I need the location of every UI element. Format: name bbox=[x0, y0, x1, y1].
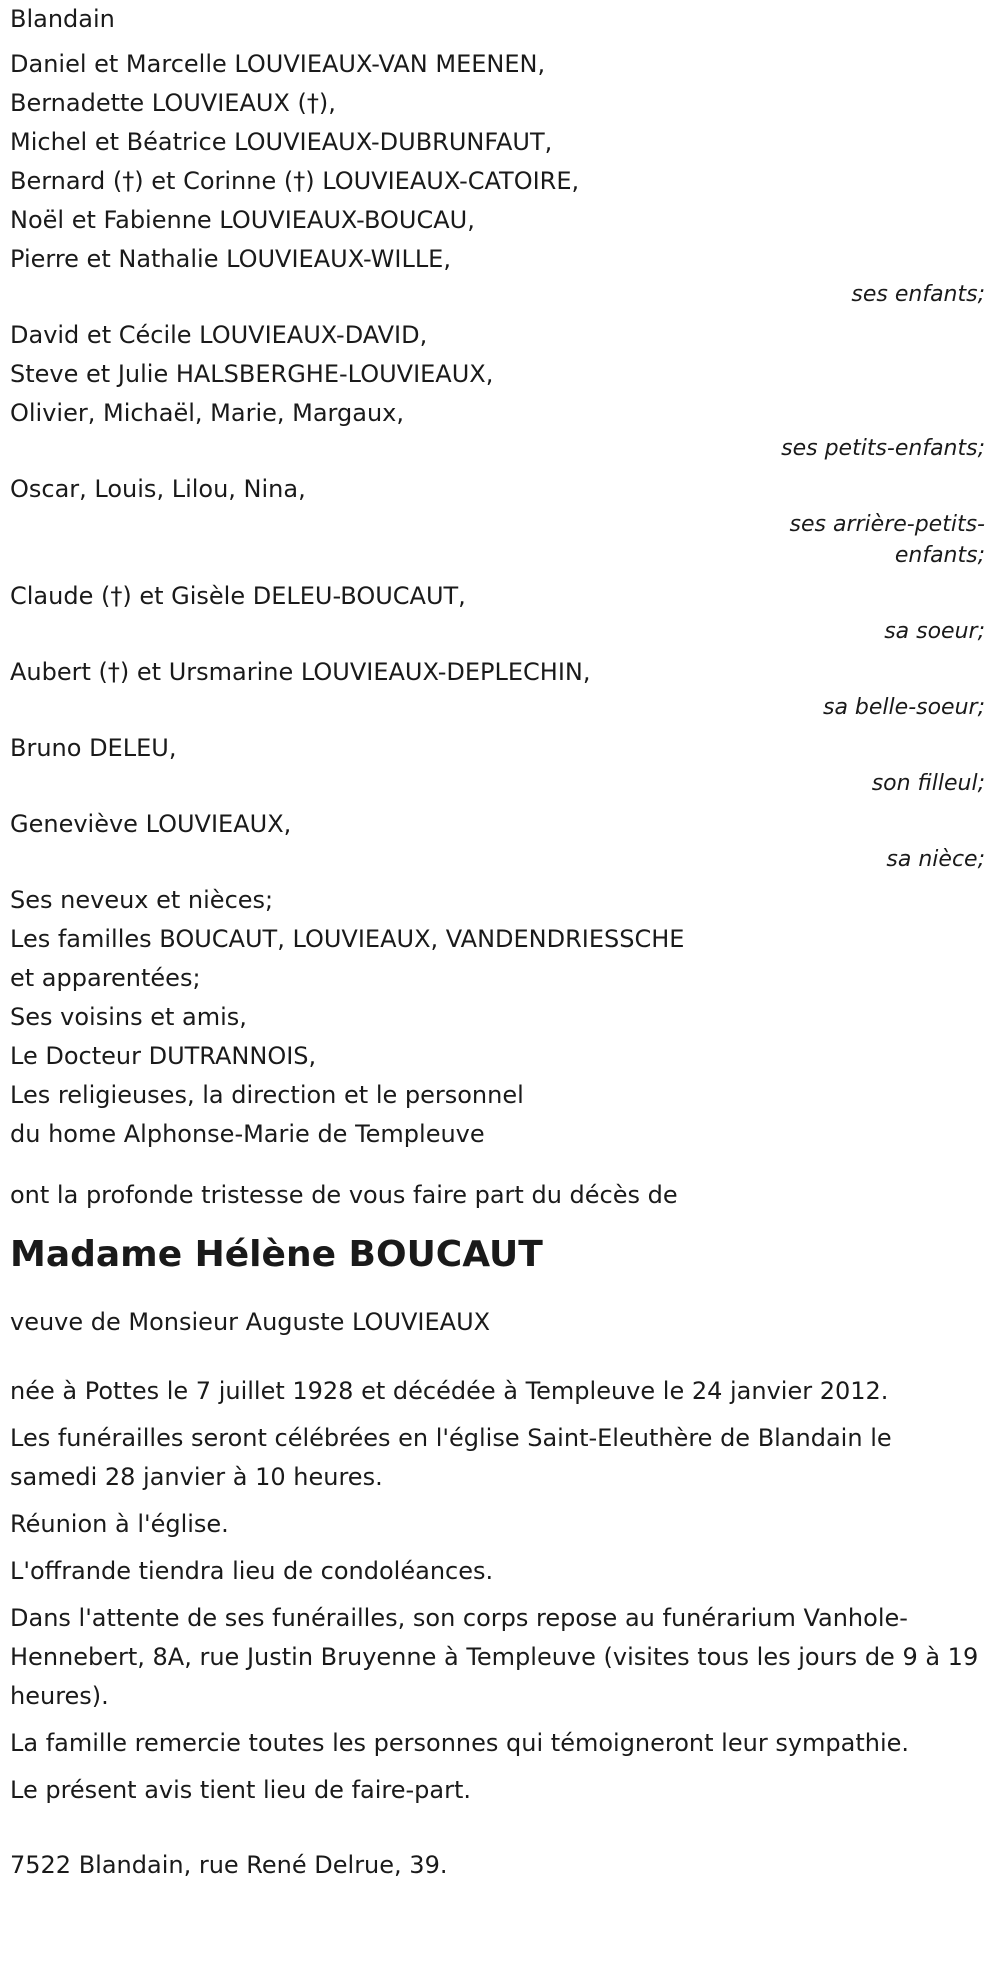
others-line: Ses neveux et nièces; bbox=[10, 886, 274, 914]
great-grandchildren-group bbox=[10, 470, 985, 571]
relation-label: ses petits-enfants; bbox=[781, 436, 985, 461]
family-name-line: Olivier, Michaël, Marie, Margaux, bbox=[10, 399, 404, 427]
sister-in-law-group bbox=[10, 653, 985, 723]
family-name-line: Steve et Julie HALSBERGHE-LOUVIEAUX, bbox=[10, 360, 494, 388]
others-line: du home Alphonse-Marie de Templeuve bbox=[10, 1120, 485, 1148]
detail-paragraph: Réunion à l'église. bbox=[10, 1510, 229, 1538]
relation-label: ses arrière-petits- bbox=[789, 512, 985, 537]
others-line: et apparentées; bbox=[10, 964, 201, 992]
family-name-line: Bernard (†) et Corinne (†) LOUVIEAUX-CATOIRE, bbox=[10, 167, 580, 195]
widow-of-text: veuve de Monsieur Auguste LOUVIEAUX bbox=[10, 1308, 491, 1336]
family-name-line: Daniel et Marcelle LOUVIEAUX-VAN MEENEN, bbox=[10, 50, 546, 78]
announcement-text: ont la profonde tristesse de vous faire part du décès de bbox=[10, 1181, 678, 1209]
relation-label: son filleul; bbox=[871, 771, 985, 796]
family-name-line: Bernadette LOUVIEAUX (†), bbox=[10, 89, 336, 117]
relation-label: sa nièce; bbox=[886, 847, 985, 872]
relation-label: ses enfants; bbox=[851, 282, 985, 307]
others-line: Les religieuses, la direction et le personnel bbox=[10, 1081, 524, 1109]
family-name-line: David et Cécile LOUVIEAUX-DAVID, bbox=[10, 321, 428, 349]
grandchildren-group bbox=[10, 316, 985, 464]
place-heading: Blandain bbox=[10, 5, 115, 33]
family-address: 7522 Blandain, rue René Delrue, 39. bbox=[10, 1851, 448, 1879]
family-name-line: Pierre et Nathalie LOUVIEAUX-WILLE, bbox=[10, 245, 451, 273]
relation-label: sa soeur; bbox=[884, 619, 985, 644]
niece-group bbox=[10, 805, 985, 875]
children-group bbox=[10, 45, 985, 310]
relation-label: enfants; bbox=[894, 543, 985, 568]
detail-paragraph: Le présent avis tient lieu de faire-part. bbox=[10, 1776, 472, 1804]
others-line: Ses voisins et amis, bbox=[10, 1003, 247, 1031]
relation-label: sa belle-soeur; bbox=[823, 695, 985, 720]
obituary-notice bbox=[10, 0, 985, 1885]
detail-paragraph: Dans l'attente de ses funérailles, son corps repose au funérarium Vanhole-Hennebert, 8A, rue Justin Bruyenne à Templeuve (visites tous les jours de 9 à 19 heures). bbox=[10, 1604, 979, 1710]
family-name-line: Oscar, Louis, Lilou, Nina, bbox=[10, 475, 306, 503]
detail-paragraph: L'offrande tiendra lieu de condoléances. bbox=[10, 1557, 494, 1585]
family-name-line: Claude (†) et Gisèle DELEU-BOUCAUT, bbox=[10, 582, 466, 610]
deceased-name: Madame Hélène BOUCAUT bbox=[10, 1234, 543, 1275]
family-name-line: Michel et Béatrice LOUVIEAUX-DUBRUNFAUT, bbox=[10, 128, 553, 156]
detail-paragraph: La famille remercie toutes les personnes qui témoigneront leur sympathie. bbox=[10, 1729, 910, 1757]
family-name-line: Noël et Fabienne LOUVIEAUX-BOUCAU, bbox=[10, 206, 475, 234]
godson-group bbox=[10, 729, 985, 799]
family-name-line: Aubert (†) et Ursmarine LOUVIEAUX-DEPLECHIN, bbox=[10, 658, 591, 686]
others-line: Les familles BOUCAUT, LOUVIEAUX, VANDENDRIESSCHE bbox=[10, 925, 685, 953]
detail-paragraph: Les funérailles seront célébrées en l'église Saint-Eleuthère de Blandain le samedi 28 janvier à 10 heures. bbox=[10, 1424, 892, 1491]
detail-paragraph: née à Pottes le 7 juillet 1928 et décédée à Templeuve le 24 janvier 2012. bbox=[10, 1377, 889, 1405]
family-name-line: Bruno DELEU, bbox=[10, 734, 177, 762]
others-line: Le Docteur DUTRANNOIS, bbox=[10, 1042, 317, 1070]
sister-group bbox=[10, 577, 985, 647]
others-group bbox=[10, 881, 985, 1154]
family-name-line: Geneviève LOUVIEAUX, bbox=[10, 810, 292, 838]
